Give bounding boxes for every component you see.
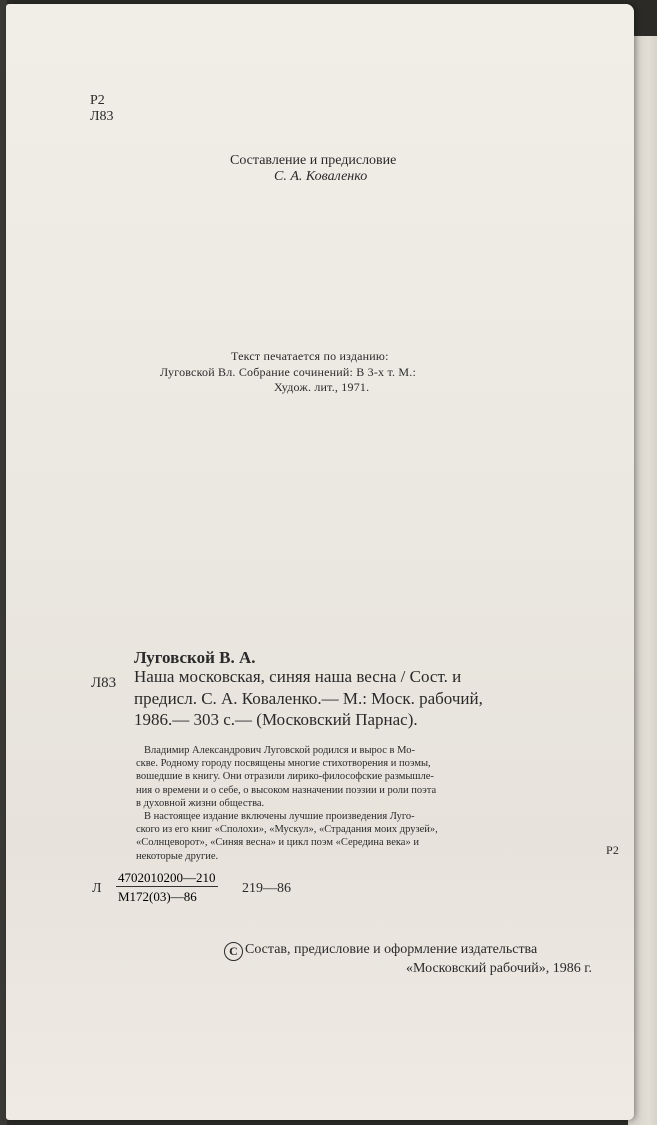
annotation-line: ния о времени и о себе, о высоком назначении поэзии и роли поэта [136, 784, 437, 796]
catalog-title-line-2: предисл. С. А. Коваленко.— М.: Моск. рабочий, [134, 689, 483, 708]
book-page [6, 4, 634, 1120]
annotation-line: вошедшие в книгу. Они отразили лирико-философские размышле- [136, 771, 434, 783]
copyright-icon: С [224, 942, 243, 961]
annotation-line: ского из его книг «Сполохи», «Мускул», «Страдания моих друзей», [136, 824, 438, 836]
annotation-line: в духовной жизни общества. [136, 797, 265, 809]
formula-fraction [116, 870, 218, 905]
source-note-line-3: Худож. лит., 1971. [274, 380, 370, 394]
copyright-line-2: «Московский рабочий», 1986 г. [406, 961, 592, 976]
copyright-text: Состав, предисловие и оформление издательства [245, 942, 538, 957]
copyright-line-1 [224, 942, 537, 961]
credits-name: С. А. Коваленко [274, 169, 368, 184]
classification-code: Р2 [606, 843, 620, 857]
source-note-line-2: Луговской Вл. Собрание сочинений: В 3-х т. М.: [160, 365, 416, 379]
formula-numerator: 4702010200—210 [118, 870, 216, 885]
annotation-line: некоторые другие. [136, 850, 219, 862]
formula-prefix: Л [92, 881, 102, 896]
catalog-author: Луговской В. А. [134, 648, 256, 667]
author-sign-code: Л83 [90, 109, 114, 124]
annotation-line: Владимир Александрович Луговской родился и вырос в Мо- [144, 745, 415, 756]
annotation-line: скве. Родному городу посвящены многие стихотворения и поэмы, [136, 758, 431, 770]
annotation-line: «Солнцеворот», «Синяя весна» и цикл поэм «Середина века» и [136, 837, 419, 849]
catalog-title-line-1: Наша московская, синяя наша весна / Сост. и [134, 667, 462, 686]
catalog-index: Л83 [91, 675, 117, 691]
catalog-title-line-3: 1986.— 303 с.— (Московский Парнас). [134, 710, 418, 729]
credits-label: Составление и предисловие [230, 153, 397, 168]
formula-suffix: 219—86 [242, 881, 291, 896]
catalog-annotation [136, 744, 614, 863]
source-note-line-1: Текст печатается по изданию: [231, 349, 389, 363]
bbk-code: Р2 [90, 93, 105, 108]
annotation-line: В настоящее издание включены лучшие произведения Луго- [144, 811, 415, 823]
formula-denominator: М172(03)—86 [118, 889, 197, 904]
